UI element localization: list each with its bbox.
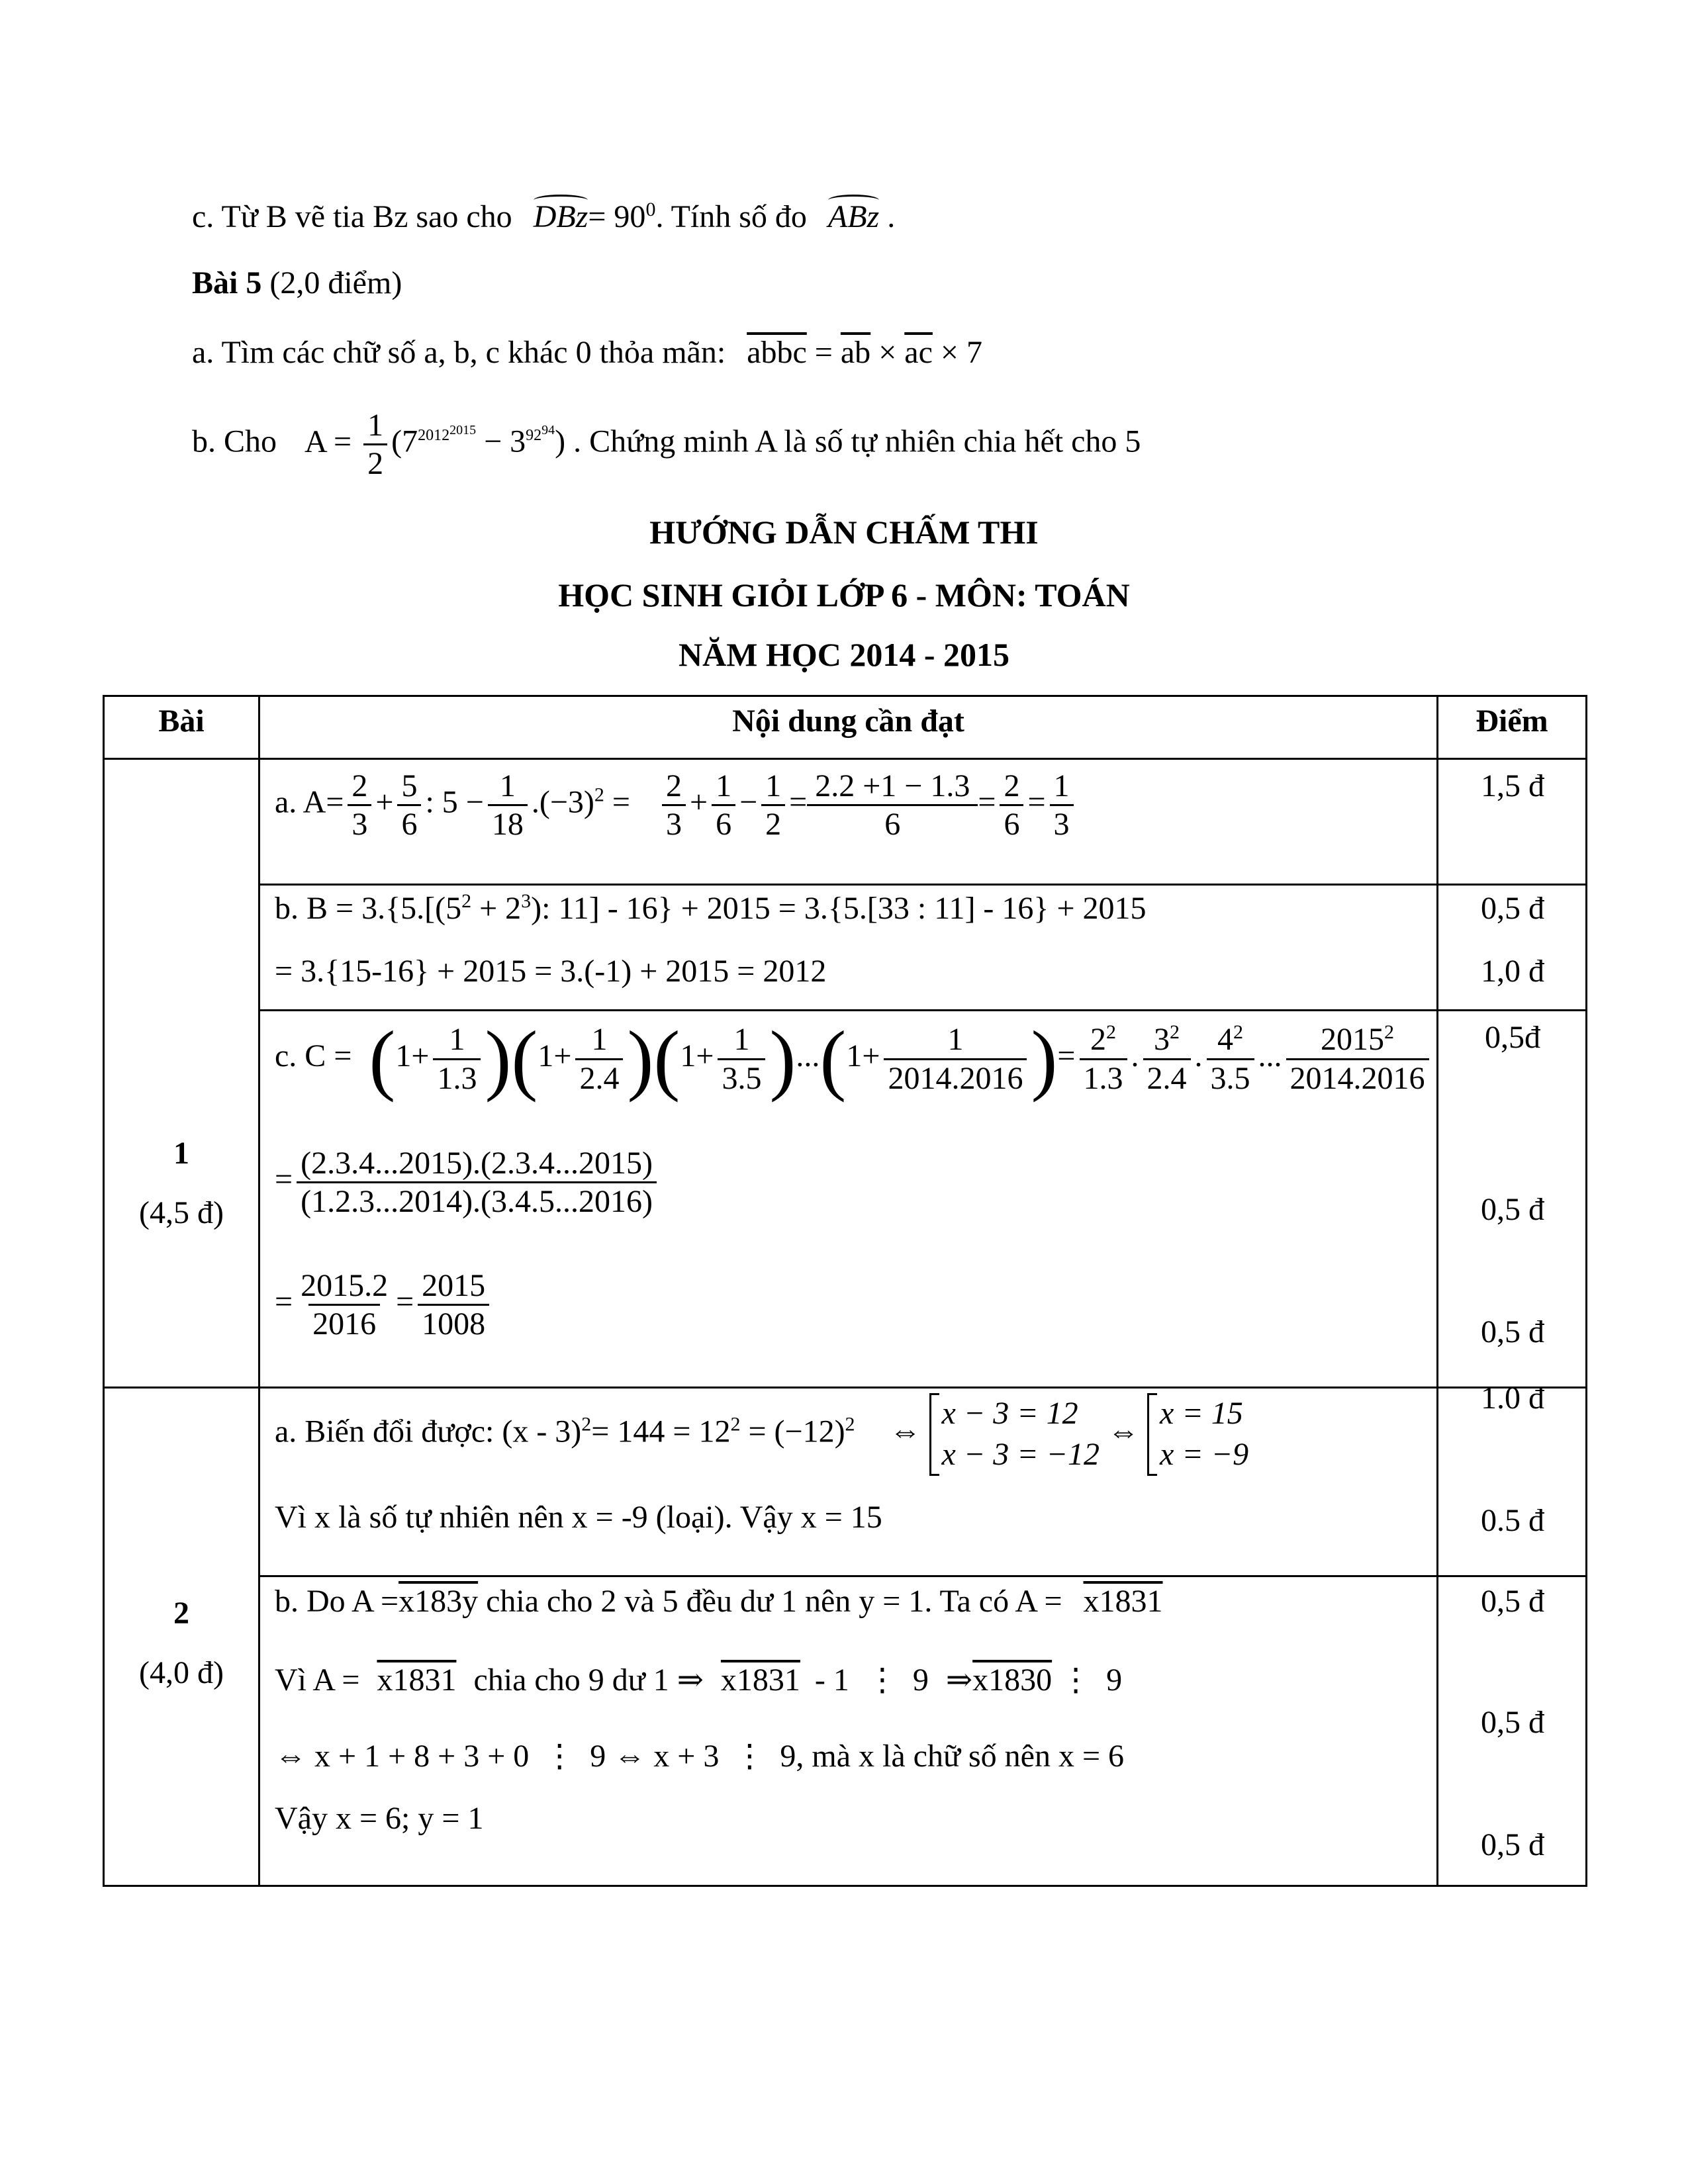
header-score: Điểm	[1476, 704, 1548, 739]
divisible-icon: ⋮	[733, 1739, 766, 1774]
bai5-label: Bài 5	[192, 265, 262, 300]
row-divider	[258, 884, 1587, 886]
divisible-icon: ⋮	[543, 1739, 576, 1774]
frac-num: 1	[367, 408, 384, 443]
row1-c-line1: c. C = (1+ $\frac{1}{1.3}$ )(1+ $\frac{1}{2.4}$ )(1+ $\frac{1}{3.5}$ )...(1+ $\frac{1}{2014.2016}$ )= $\frac{2^2}{1.3}$ . $\frac{3^2}{2.4}$ . $\frac{4^2}{3.5}$ ... $\frac{2015^2}{2014.2016}$	[275, 1019, 1433, 1099]
fraction-c3a	[297, 1267, 392, 1342]
fraction-c2	[297, 1145, 657, 1220]
row1-a-content: a. A= $\frac{2}{3}$ + $\frac{5}{6}$ : 5 − $\frac{1}{18}$ $.(-3)^2$ = $\frac{2}{3}$ + $\frac{1}{6}$ − $\frac{1}{2}$ = $\frac{2.2 +1 - 1.3}{6}$ = $\frac{2}{6}$ = $\frac{1}{3}$	[275, 768, 1078, 842]
fraction: $\frac{2.2 +1 - 1.3}{6}$	[811, 768, 974, 842]
c-line-eq: = 90	[588, 199, 646, 234]
col-border	[103, 695, 105, 1887]
c-line-mid: . Tính số đo	[655, 199, 807, 234]
br1a: x − 3 = 12	[941, 1396, 1078, 1431]
fraction: $\frac{1}{6}$	[712, 768, 735, 842]
b-l1b: + 2	[471, 891, 522, 926]
equivalence-arrow-icon: ⇔	[1107, 1414, 1140, 1449]
table-bottom-border	[103, 1885, 1587, 1887]
r2b-l1b: chia cho 2 và 5 đều dư 1 nên y = 1. Ta có A =	[486, 1584, 1062, 1619]
implies-arrow-icon: ⇒	[677, 1662, 704, 1698]
fraction: $\frac{3^2}{2.4}$	[1143, 1021, 1191, 1096]
number-x1831: x1831	[377, 1662, 457, 1698]
r2a-l1: a. Biến đổi được: (x - 3)	[275, 1414, 582, 1449]
b-base1: (7	[391, 424, 418, 459]
fraction: $\frac{4^2}{3.5}$	[1207, 1021, 1254, 1096]
fraction: $\frac{2}{6}$	[1000, 768, 1023, 842]
row-divider	[258, 1575, 1587, 1577]
fraction: $\frac{2^2}{1.3}$	[1080, 1021, 1127, 1096]
exp2: 92	[526, 426, 542, 444]
score-2a-1: 1.0 đ	[1481, 1381, 1544, 1416]
problem-c-line	[192, 199, 895, 235]
exp2b: 94	[541, 422, 555, 437]
bai-2-number: 2	[173, 1596, 189, 1631]
row1-b-line2: = 3.{15-16} + 2015 = 3.(-1) + 2015 = 2012	[275, 954, 827, 989]
r2b-l1a: b. Do A =	[275, 1584, 399, 1619]
fraction: $\frac{2015^2}{2014.2016}$	[1286, 1021, 1429, 1096]
bai5-points: (2,0 điểm)	[269, 265, 402, 300]
divisible-icon: ⋮	[866, 1662, 898, 1698]
number-x1830: x1830	[972, 1662, 1053, 1698]
score-2b-1: 0,5 đ	[1481, 1584, 1544, 1619]
row2-b-line1	[275, 1583, 1163, 1619]
r2b-l2a: Vì A =	[275, 1662, 360, 1698]
number-ac: $\overline{ac}$	[904, 335, 933, 370]
c-line-prefix: c. Từ B vẽ tia Bz sao cho	[192, 199, 512, 234]
br2a: x = 15	[1160, 1396, 1243, 1431]
angle-abz: ABz	[827, 199, 880, 234]
number-x183y: x183y	[399, 1584, 479, 1619]
divisible-icon: ⋮	[1060, 1662, 1092, 1698]
b-exp2: 2	[461, 890, 472, 912]
number-x1831: x1831	[720, 1662, 800, 1698]
fraction: $\frac{1}{1.3}$	[433, 1021, 481, 1096]
col-border	[258, 695, 260, 1887]
b-l1: b. B = 3.{5.[(5	[275, 891, 462, 926]
b-minus: − 3	[476, 424, 526, 459]
number-x1831: x1831	[1083, 1584, 1163, 1619]
equivalence-arrow-icon: ⇔	[614, 1739, 646, 1774]
c2-den: (1.2.3...2014).(3.4.5...2016)	[297, 1181, 657, 1220]
problem-a-line: a. Tìm các chữ số a, b, c khác 0 thỏa mãn: abbc = $\overline{ab} \times \overline{ac} \times 7$	[192, 335, 982, 370]
fraction-c3b	[418, 1267, 489, 1342]
score-2b-2: 0,5 đ	[1481, 1705, 1544, 1740]
fraction: $\frac{1}{3}$	[1050, 768, 1074, 842]
r2b-l2c: - 1	[814, 1662, 849, 1698]
title-3: NĂM HỌC 2014 - 2015	[679, 636, 1009, 673]
c3a-den: 2016	[308, 1304, 380, 1342]
factor-seven: 7	[966, 335, 982, 370]
fraction-half	[363, 407, 387, 482]
r2b-l3a: x + 1 + 8 + 3 + 0	[314, 1739, 530, 1774]
score-1c-3: 0,5 đ	[1481, 1314, 1544, 1349]
r2b-l3b: 9	[590, 1739, 606, 1774]
score-1c-1: 0,5đ	[1485, 1020, 1540, 1055]
col-border	[1585, 695, 1587, 1887]
col-border	[1436, 695, 1438, 1887]
br1b: x − 3 = −12	[941, 1437, 1100, 1473]
fraction: $\frac{2}{3}$	[348, 768, 371, 842]
score-2a-2: 0.5 đ	[1481, 1503, 1544, 1538]
fraction: $\frac{1}{2014.2016}$	[884, 1021, 1027, 1096]
b-line-A: A =	[305, 424, 352, 459]
fraction: $\frac{2}{3}$	[662, 768, 686, 842]
row2-b-line2	[275, 1661, 1122, 1698]
header-content: Nội dung cần đạt	[732, 704, 964, 739]
row2-b-line3	[275, 1737, 1124, 1774]
c-line-end: .	[887, 199, 896, 234]
row1-b-line1	[275, 890, 1147, 927]
b-l1c: ): 11] - 16} + 2015 = 3.{5.[33 : 11] - 16} + 2015	[531, 891, 1147, 926]
score-2b-3: 0,5 đ	[1481, 1827, 1544, 1862]
c3b-num: 2015	[422, 1268, 486, 1303]
fraction: $\frac{5}{6}$	[397, 768, 421, 842]
c2-num: (2.3.4...2015).(2.3.4...2015)	[301, 1146, 653, 1181]
row1-c-line3: = $\frac{2015.2}{2016}$ = $\frac{2015}{1008}$	[275, 1267, 493, 1342]
r2a-l1c: = (−12)	[740, 1414, 845, 1449]
number-ab: $\overline{ab}$	[840, 335, 871, 370]
score-1b-2: 1,0 đ	[1481, 954, 1544, 989]
fraction: $\frac{1}{2}$	[761, 768, 785, 842]
r2b-l2d: 9	[912, 1662, 929, 1698]
c3b-den: 1008	[418, 1304, 489, 1342]
fraction: $\frac{1}{2.4}$	[575, 1021, 623, 1096]
r2b-l3c: x + 3	[653, 1739, 720, 1774]
equivalence-arrow-icon: ⇔	[275, 1739, 306, 1774]
frac-den: 2	[363, 443, 387, 482]
row2-b-line4: Vậy x = 6; y = 1	[275, 1801, 484, 1836]
a-line-text: a. Tìm các chữ số a, b, c khác 0 thỏa mãn:	[192, 335, 726, 370]
degree-sup: 0	[645, 199, 656, 220]
fraction: $\frac{1}{3.5}$	[718, 1021, 765, 1096]
row2-a-line1: a. Biến đổi được: $(x - 3)^2= 144 = 12^2 = (-12)^2$ ⇔ x − 3 = 12 x − 3 = −12 ⇔ x = 15 x = −9	[275, 1393, 1248, 1476]
score-1c-2: 0,5 đ	[1481, 1192, 1544, 1227]
score-1a: 1,5 đ	[1481, 768, 1544, 803]
r2b-l2e: 9	[1106, 1662, 1123, 1698]
b-close: )	[555, 424, 566, 459]
equivalence-arrow-icon: ⇔	[889, 1414, 921, 1449]
r2b-l2b: chia cho 9 dư 1	[473, 1662, 669, 1698]
c3a-num: 2015.2	[301, 1268, 389, 1303]
title-1: HƯỚNG DẪN CHẤM THI	[649, 514, 1039, 551]
b-exp3: 3	[521, 890, 532, 912]
system-bracket-2	[1147, 1393, 1248, 1476]
bai-1-points: (4,5 đ)	[139, 1195, 224, 1230]
bai-1-number: 1	[173, 1136, 189, 1171]
b-line-text: . Chứng minh A là số tự nhiên chia hết cho 5	[573, 424, 1141, 459]
header-bai: Bài	[158, 704, 205, 739]
header-bottom-border	[103, 758, 1587, 760]
system-bracket-1	[929, 1393, 1100, 1476]
b-line-prefix: b. Cho	[192, 424, 277, 459]
problem-b-line	[192, 407, 1141, 482]
row1-c-line2: = $\frac{(2.3.4...2015).(2.3.4...2015)}{(1.2.3...2014).(3.4.5...2016)}$	[275, 1145, 661, 1220]
number-abbc: abbc	[747, 335, 807, 370]
row2-a-line2: Vì x là số tự nhiên nên x = -9 (loại). Vậy x = 15	[275, 1500, 882, 1535]
c-prefix: c. C =	[275, 1038, 352, 1074]
score-1b-1: 0,5 đ	[1481, 891, 1544, 926]
angle-dbz: DBz	[533, 199, 588, 234]
row-divider	[258, 1009, 1587, 1011]
implies-arrow-icon: ⇒	[945, 1662, 973, 1698]
row1-a-prefix: a. A=	[275, 784, 344, 820]
r2b-l3d: 9, mà x là chữ số nên x = 6	[780, 1739, 1125, 1774]
r2a-l1b: = 144 = 12	[591, 1414, 731, 1449]
fraction: $\frac{1}{18}$	[488, 768, 528, 842]
bai5-heading	[192, 265, 402, 301]
exp1b: 2015	[449, 422, 477, 437]
table-top-border	[103, 695, 1587, 697]
row-divider	[103, 1387, 1587, 1388]
br2b: x = −9	[1160, 1437, 1249, 1473]
bai-2-points: (4,0 đ)	[139, 1655, 224, 1690]
title-2: HỌC SINH GIỎI LỚP 6 - MÔN: TOÁN	[558, 576, 1130, 614]
exp1: 2012	[418, 426, 450, 444]
